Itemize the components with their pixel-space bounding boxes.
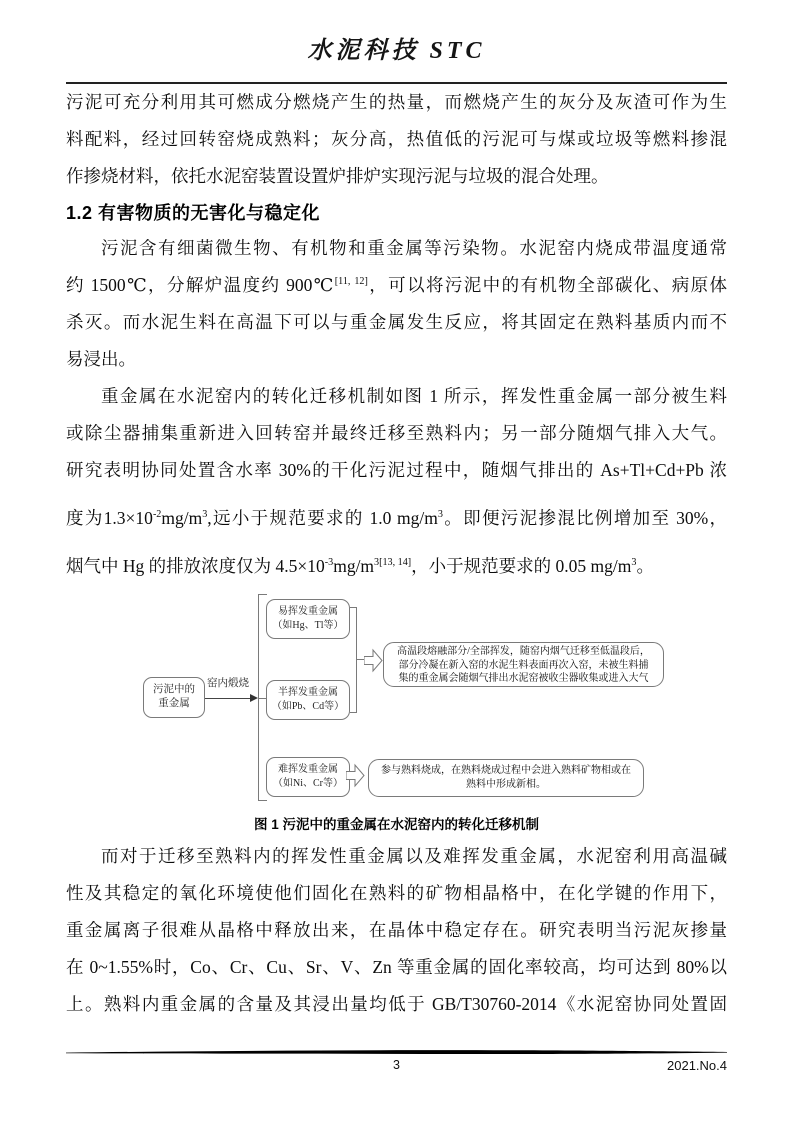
text-line: 烟气中 Hg 的排放浓度仅为 $4.5\times 10^{-3}mg/m^{3[13, 14]}$，小于规范要求的 0.05 $mg/m^3$。 bbox=[66, 556, 654, 576]
flow-box-text: 难挥发重金属 bbox=[278, 764, 338, 775]
flow-box-nonvolatile-outcome bbox=[368, 759, 644, 797]
text-line: 杀灭。而水泥生料在高温下可以与重金属发生反应，将其固定在熟料基质内而不 bbox=[66, 312, 727, 332]
flow-box-text: 污泥中的 bbox=[153, 684, 195, 695]
text-line: 熟料中形成新相。 bbox=[466, 778, 546, 790]
paragraph-intro bbox=[66, 84, 727, 195]
kiln-calcination-label: 窑内煅烧 bbox=[207, 678, 249, 689]
issue-number: 2021.No.4 bbox=[667, 1058, 727, 1073]
text-line: 重金属离子很难从晶格中释放出来，在晶体中稳定存在。研究表明当污泥灰掺量 bbox=[66, 920, 727, 940]
footer-row bbox=[66, 1058, 727, 1078]
text-line: 约 1500℃，分解炉温度约 900℃[11, 12]，可以将污泥中的有机物全部碳化、病原体 bbox=[66, 275, 728, 295]
text-line: 而对于迁移至熟料内的挥发性重金属以及难挥发重金属，水泥窑利用高温碱 bbox=[101, 846, 727, 866]
journal-title: 水泥科技 STC bbox=[307, 38, 486, 64]
flow-arrow-line bbox=[205, 698, 250, 699]
text-line: 污泥可充分利用其可燃成分燃烧产生的热量，而燃烧产生的灰分及灰渣可作为生 bbox=[66, 92, 727, 112]
text-line: 或除尘器捕集重新进入回转窑并最终迁移至熟料内；另一部分随烟气排入大气。 bbox=[66, 423, 727, 443]
bracket-to-arrow-line bbox=[356, 659, 364, 660]
text-line: 在 0~1.55%时，Co、Cr、Cu、Sr、V、Zn 等重金属的固化率较高，均可达到 80%以 bbox=[66, 957, 727, 977]
flow-box-text: 半挥发重金属 bbox=[278, 687, 338, 698]
text-line: 重金属在水泥窑内的转化迁移机制如图 1 所示，挥发性重金属一部分被生料 bbox=[101, 386, 727, 406]
flow-box-text: （如Hg、Tl等） bbox=[272, 620, 344, 631]
text-line: 性及其稳定的氧化环境使他们固化在熟料的矿物相晶格中，在化学键的作用下， bbox=[66, 883, 727, 903]
text-line: 上。熟料内重金属的含量及其浸出量均低于 GB/T30760-2014《水泥窑协同处置固 bbox=[66, 994, 727, 1014]
block-arrow-icon bbox=[346, 763, 365, 788]
text-line: 高温段熔融部分/全部挥发，随窑内烟气迁移至低温段后， bbox=[397, 646, 650, 657]
figure-caption: 图 1 污泥中的重金属在水泥窑内的转化迁移机制 bbox=[253, 817, 539, 832]
footer-rule bbox=[66, 1048, 727, 1057]
paragraph-harmless bbox=[66, 230, 727, 378]
figure-1-flowchart bbox=[66, 587, 727, 809]
flow-box-volatile-metals bbox=[266, 599, 350, 639]
paragraph-solidification bbox=[66, 838, 727, 1023]
flow-box-volatile-outcome bbox=[383, 642, 664, 687]
text-line: 易浸出。 bbox=[66, 349, 136, 369]
text-line: 部分冷凝在新入窑的水泥生料表面再次入窑，未被生料捕 bbox=[398, 659, 649, 671]
text-line: 度为$1.3\times 10^{-2}mg/m^3$,远小于规范要求的 1.0 $mg/m^3$。即便污泥掺混比例增加至 30%， bbox=[66, 508, 728, 528]
flow-box-text: （如Ni、Cr等） bbox=[273, 778, 343, 789]
flow-box-text: 重金属 bbox=[158, 698, 190, 709]
right-bracket bbox=[350, 607, 357, 713]
text-line: 污泥含有细菌微生物、有机物和重金属等污染物。水泥窑内烧成带温度通常 bbox=[101, 238, 727, 258]
page-number: 3 bbox=[393, 1058, 400, 1072]
text-line: 集的重金属会随烟气排出水泥窑被收尘器收集或进入大气 bbox=[398, 673, 649, 684]
page-footer bbox=[66, 1048, 727, 1078]
bracket-connector-line bbox=[258, 698, 266, 699]
page-header bbox=[66, 0, 727, 84]
text-line: 作掺烧材料，依托水泥窑装置设置炉排炉实现污泥与垃圾的混合处理。 bbox=[66, 166, 609, 186]
flow-box-sludge-heavy-metals bbox=[143, 677, 205, 718]
text-line: 参与熟料烧成，在熟料烧成过程中会进入熟料矿物相或在 bbox=[381, 765, 631, 776]
block-arrow-icon bbox=[364, 648, 383, 673]
flow-box-text: （如Pb、Cd等） bbox=[271, 701, 345, 712]
flow-box-text: 易挥发重金属 bbox=[278, 606, 338, 617]
section-heading: 1.2 有害物质的无害化与稳定化 bbox=[66, 203, 321, 223]
text-line: 料配料，经过回转窑烧成熟料；灰分高，热值低的污泥可与煤或垃圾等燃料掺混 bbox=[66, 129, 727, 149]
paragraph-migration bbox=[66, 378, 727, 585]
flow-box-nonvolatile-metals bbox=[266, 757, 350, 797]
flow-box-semivolatile-metals bbox=[266, 680, 350, 720]
text-line: 研究表明协同处置含水率 30%的干化污泥过程中，随烟气排出的 As+Tl+Cd+Pb 浓 bbox=[66, 460, 727, 480]
arrowhead-icon bbox=[250, 694, 258, 702]
